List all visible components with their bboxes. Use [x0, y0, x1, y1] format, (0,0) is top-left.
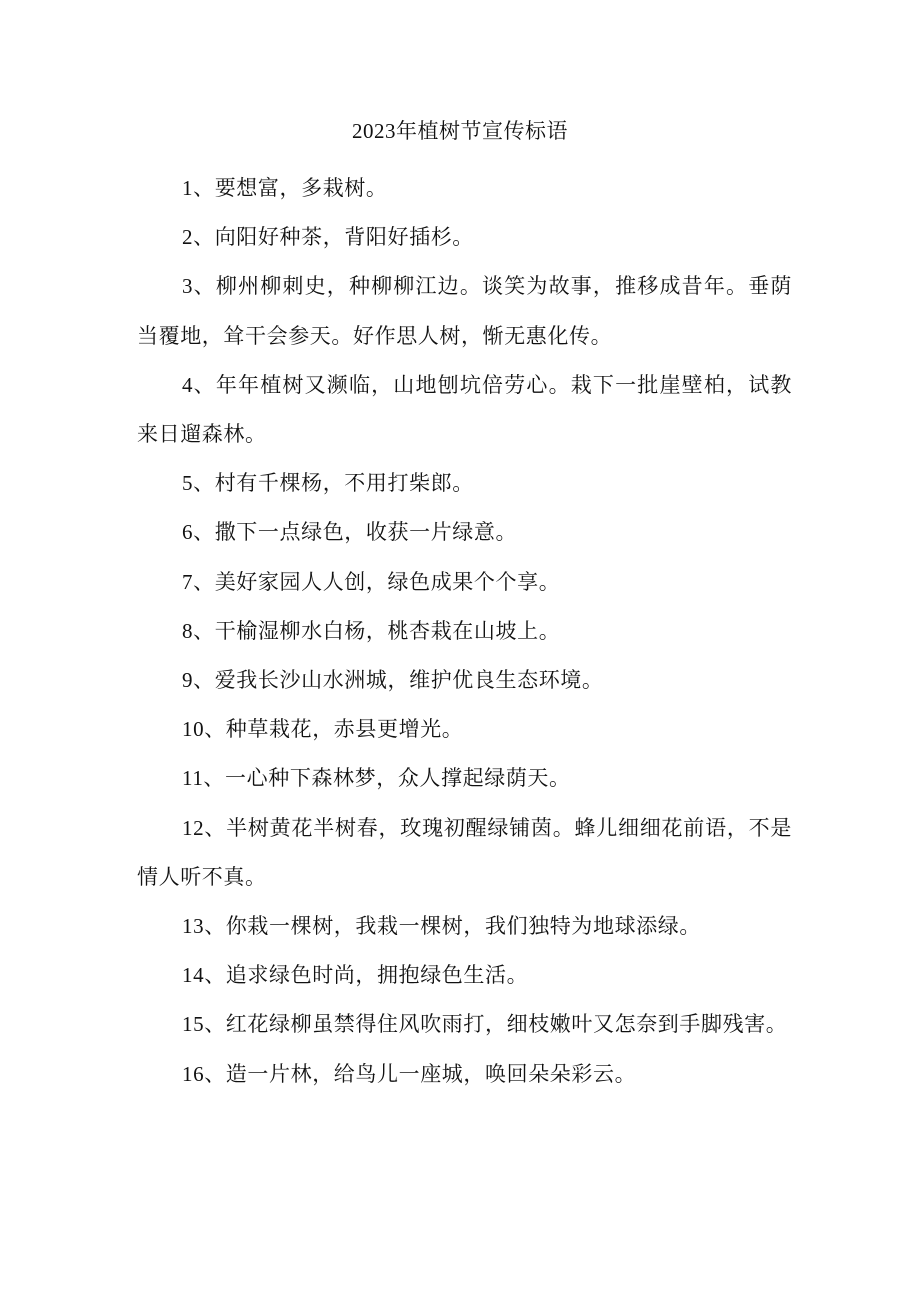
- slogan-item: 13、你栽一棵树，我栽一棵树，我们独特为地球添绿。: [182, 914, 701, 939]
- slogan-item: 5、村有千棵杨，不用打柴郎。: [182, 471, 474, 496]
- slogan-item: 16、造一片林，给鸟儿一座城，唤回朵朵彩云。: [182, 1061, 637, 1086]
- slogan-item: 7、美好家园人人创，绿色成果个个享。: [182, 569, 561, 594]
- slogan-item: 15、红花绿柳虽禁得住风吹雨打，细枝嫩叶又怎奈到手脚残害。: [182, 1012, 788, 1037]
- slogan-item: 8、干榆湿柳水白杨，桃杏栽在山坡上。: [182, 618, 561, 643]
- slogan-item: 1、要想富，多栽树。: [182, 176, 388, 200]
- slogan-item: 14、追求绿色时尚，拥抱绿色生活。: [182, 963, 529, 988]
- slogan-item: 10、种草栽花，赤县更增光。: [182, 717, 464, 742]
- slogan-item: 11、一心种下森林梦，众人撑起绿荫天。: [182, 766, 571, 791]
- slogan-item: 2、向阳好种茶，背阳好插杉。: [182, 225, 474, 250]
- slogan-item: 12、半树黄花半树春，玫瑰初醒绿铺茵。蜂儿细细花前语，不是情人听不真。: [137, 815, 792, 889]
- slogan-item: 4、年年植树又濒临，山地刨坑倍劳心。栽下一批崖壁柏，试教来日遛森林。: [137, 372, 792, 447]
- document-title: 2023年植树节宣传标语: [352, 119, 568, 143]
- slogan-item: 3、柳州柳刺史，种柳柳江边。谈笑为故事，推移成昔年。垂荫当覆地，耸干会参天。好作思人树，惭无惠化传。: [137, 274, 792, 348]
- slogan-item: 6、撒下一点绿色，收获一片绿意。: [182, 520, 518, 545]
- slogan-item: 9、爱我长沙山水洲城，维护优良生态环境。: [182, 668, 604, 693]
- slogan-list: [137, 164, 792, 1099]
